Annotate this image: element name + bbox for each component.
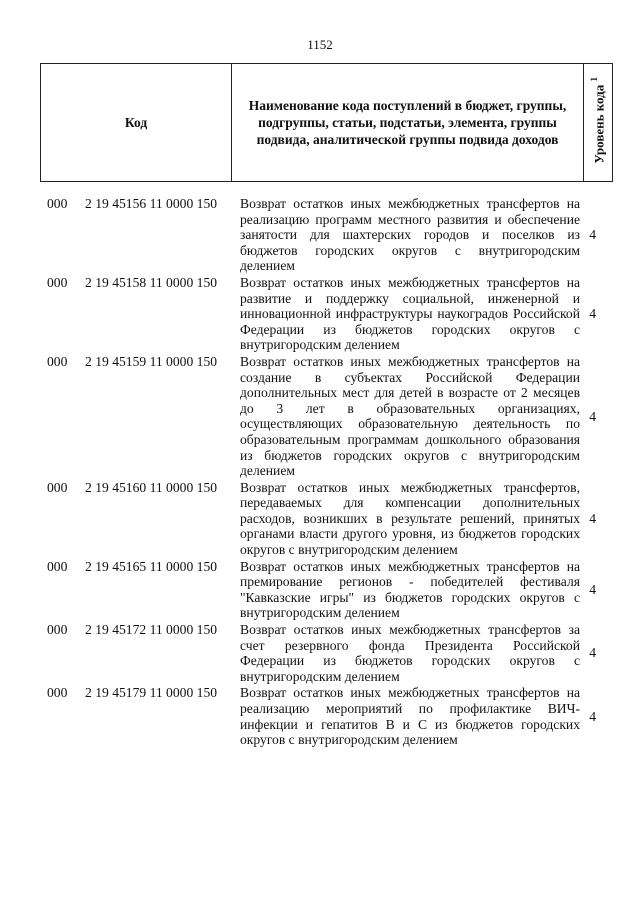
table-row <box>40 354 603 479</box>
income-name: Возврат остатков иных межбюджетных трансфертов на реализацию мероприятий по профилактике ВИЧ-инфекции и гепатитов В и С из бюджетов городских округов с внутригородским делением <box>240 685 580 748</box>
admin-code: 000 <box>47 196 68 211</box>
code-level <box>580 685 603 747</box>
code-level <box>580 480 603 558</box>
admin-code: 000 <box>47 479 68 495</box>
code-level-value: 4 <box>589 306 596 322</box>
admin-code: 000 <box>47 685 68 701</box>
table-row <box>40 196 603 274</box>
table-header <box>40 63 613 182</box>
income-name: Возврат остатков иных межбюджетных трансфертов на создание в субъектах Российской Федерации дополнительных мест для детей в возрасте от 2 месяцев до 3 лет в образовательных организациях, осуществляющих образовательную деятельность по образовательным программам дошкольного образования из бюджетов городских округов с внутригородским делением <box>240 353 580 479</box>
table-row <box>40 275 603 353</box>
income-name: Возврат остатков иных межбюджетных трансфертов, передаваемых для компенсации дополнительных расходов, возникших в результате решений, принятых органами власти другого уровня, из бюджетов городских округов с внутригородским делением <box>240 479 580 558</box>
income-name: Возврат остатков иных межбюджетных трансфертов на развитие и поддержку социальной, инженерной и инновационной инфраструктуры наукоградов Российской Федерации из бюджетов городских округов с внутригородским делением <box>240 274 580 353</box>
admin-code: 000 <box>47 353 68 369</box>
code-level <box>580 559 603 621</box>
admin-code: 000 <box>47 558 68 574</box>
income-code: 2 19 45159 11 0000 150 <box>85 353 218 369</box>
table-row <box>40 480 603 558</box>
table-body <box>40 196 603 749</box>
header-level-label: Уровень кода <box>591 84 607 164</box>
header-level-cell <box>584 64 613 182</box>
income-code: 2 19 45179 11 0000 150 <box>85 685 218 701</box>
table-row <box>40 685 603 747</box>
admin-code: 000 <box>47 274 68 290</box>
income-name: Возврат остатков иных межбюджетных трансфертов на премирование регионов - победителей фестиваля "Кавказские игры" из бюджетов городских округов с внутригородским делением <box>240 558 580 621</box>
page-number: 1152 <box>307 37 333 52</box>
code-level <box>580 275 603 353</box>
table-row <box>40 559 603 621</box>
income-name: Возврат остатков иных межбюджетных трансфертов на реализацию программ местного развития и обеспечение занятости для шахтерских городов и поселков из бюджетов городских округов с внутригородским делением <box>240 196 580 274</box>
code-level <box>580 354 603 479</box>
income-name: Возврат остатков иных межбюджетных трансфертов за счет резервного фонда Президента Российской Федерации из бюджетов городских округов с внутригородским делением <box>240 622 580 684</box>
income-code: 2 19 45156 11 0000 150 <box>85 196 218 211</box>
header-code: Код <box>41 64 232 182</box>
table-row <box>40 622 603 684</box>
header-level <box>589 77 607 164</box>
header-level-footnote: 1 <box>588 77 599 82</box>
code-level-value: 4 <box>589 708 596 724</box>
income-code: 2 19 45158 11 0000 150 <box>85 274 218 290</box>
code-level-value: 4 <box>589 510 596 526</box>
header-name: Наименование кода поступлений в бюджет, группы, подгруппы, статьи, подстатьи, элемента, группы подвида, аналитической группы подвида доходов <box>232 64 584 182</box>
code-level-value: 4 <box>589 227 596 243</box>
code-level-value: 4 <box>589 645 596 661</box>
admin-code: 000 <box>47 622 68 638</box>
income-code: 2 19 45172 11 0000 150 <box>85 622 218 638</box>
code-level-value: 4 <box>589 408 596 424</box>
code-level <box>580 196 603 274</box>
income-code: 2 19 45165 11 0000 150 <box>85 558 218 574</box>
income-code: 2 19 45160 11 0000 150 <box>85 479 218 495</box>
code-level-value: 4 <box>589 582 596 598</box>
code-level <box>580 622 603 684</box>
